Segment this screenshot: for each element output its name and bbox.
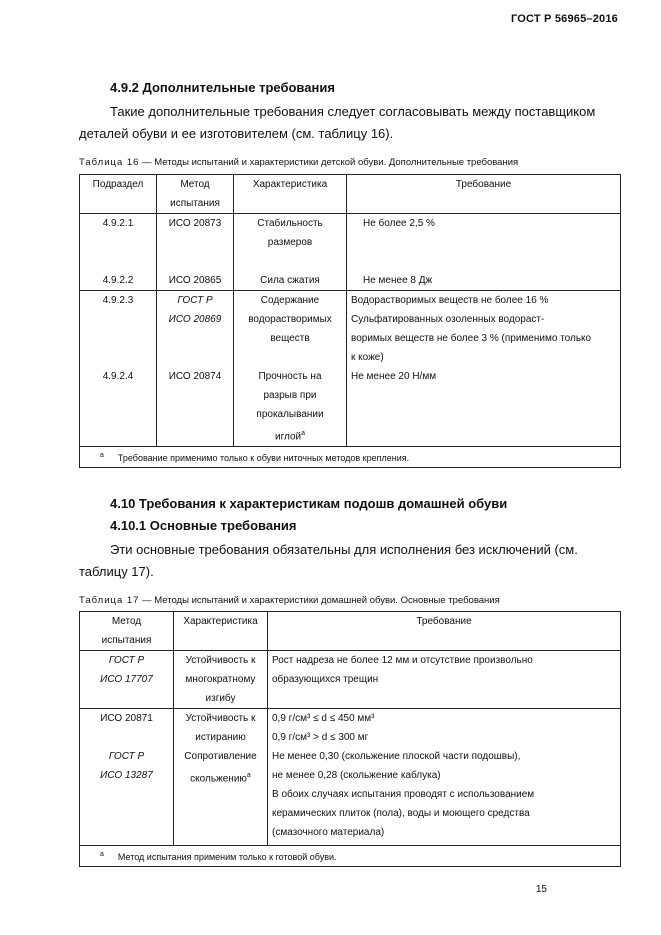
paragraph-line: Эти основные требования обязательны для исполнения без исключений (см. xyxy=(110,542,578,557)
table-footnote-row xyxy=(80,846,621,867)
paragraph-line: таблицу 17). xyxy=(79,564,154,579)
page-number: 15 xyxy=(535,884,547,895)
table-16 xyxy=(79,174,621,468)
header-cell: Метод испытания xyxy=(157,175,234,214)
section-heading-4-9-2: 4.9.2 Дополнительные требования xyxy=(110,80,335,95)
header-cell: Подраздел xyxy=(80,175,157,214)
table-row: ИСО 20871 ГОСТ Р ИСО 13287 Устойчивость к истиранию Сопротивление скольжению$^a$ 0,9 г/см³ ≤ d ≤ 450 мм³ 0,9 г/см³ > d ≤ 300 мг Не менее 0,30 (скольжение плоской части подошвы), не менее 0,28 (скольжение каблука) В обоих случаях испытания проводят с использованием керамических плиток (пола), воды и моющего средства (смазочного материала) xyxy=(80,709,621,846)
table-16-caption xyxy=(79,157,518,168)
header-cell: Требование xyxy=(268,612,621,651)
table-row: 4.9.2.1 4.9.2.2 ИСО 20873 ИСО 20865 Стабильность размеров Сила сжатия Не более 2,5 % Не менее 8 Дж xyxy=(80,214,621,291)
table-footnote: $^a$ Метод испытания применим только к готовой обуви. xyxy=(80,846,621,867)
caption-label: Таблица 16 xyxy=(79,157,140,168)
document-header: ГОСТ Р 56965–2016 xyxy=(510,13,618,25)
table-17 xyxy=(79,611,621,867)
header-cell: Метод испытания xyxy=(80,612,174,651)
section-heading-4-10: 4.10 Требования к характеристикам подошв домашней обуви xyxy=(110,496,508,511)
caption-text: — Методы испытаний и характеристики домашней обуви. Основные требования xyxy=(139,595,500,606)
header-cell: Требование xyxy=(347,175,621,214)
table-row: 4.9.2.3 4.9.2.4 ГОСТ Р ИСО 20869 ИСО 20874 Содержание водорастворимых веществ Прочность на разрыв при прокалывании иглой$^a$ Водорастворимых веществ не более 16 % Сульфатированных озоленных водораст- воримых веществ не более 3 % (применимо только к коже) Не менее 20 Н/мм xyxy=(80,291,621,447)
table-header-row xyxy=(80,175,621,214)
caption-text: — Методы испытаний и характеристики детской обуви. Дополнительные требования xyxy=(139,157,519,168)
header-cell: Характеристика xyxy=(174,612,268,651)
table-17-caption xyxy=(79,595,500,606)
table-header-row xyxy=(80,612,621,651)
paragraph-line: деталей обуви и ее изготовителем (см. таблицу 16). xyxy=(79,126,394,141)
caption-label: Таблица 17 xyxy=(79,595,140,606)
section-heading-4-10-1: 4.10.1 Основные требования xyxy=(110,518,297,533)
table-row: ГОСТ Р ИСО 17707 Устойчивость к многократному изгибу Рост надреза не более 12 мм и отсутствие произвольно образующихся трещин xyxy=(80,651,621,709)
paragraph-line: Такие дополнительные требования следует согласовывать между поставщиком xyxy=(110,104,596,119)
table-footnote: $^a$ Требование применимо только к обуви ниточных методов крепления. xyxy=(80,447,621,468)
table-footnote-row xyxy=(80,447,621,468)
header-cell: Характеристика xyxy=(234,175,347,214)
